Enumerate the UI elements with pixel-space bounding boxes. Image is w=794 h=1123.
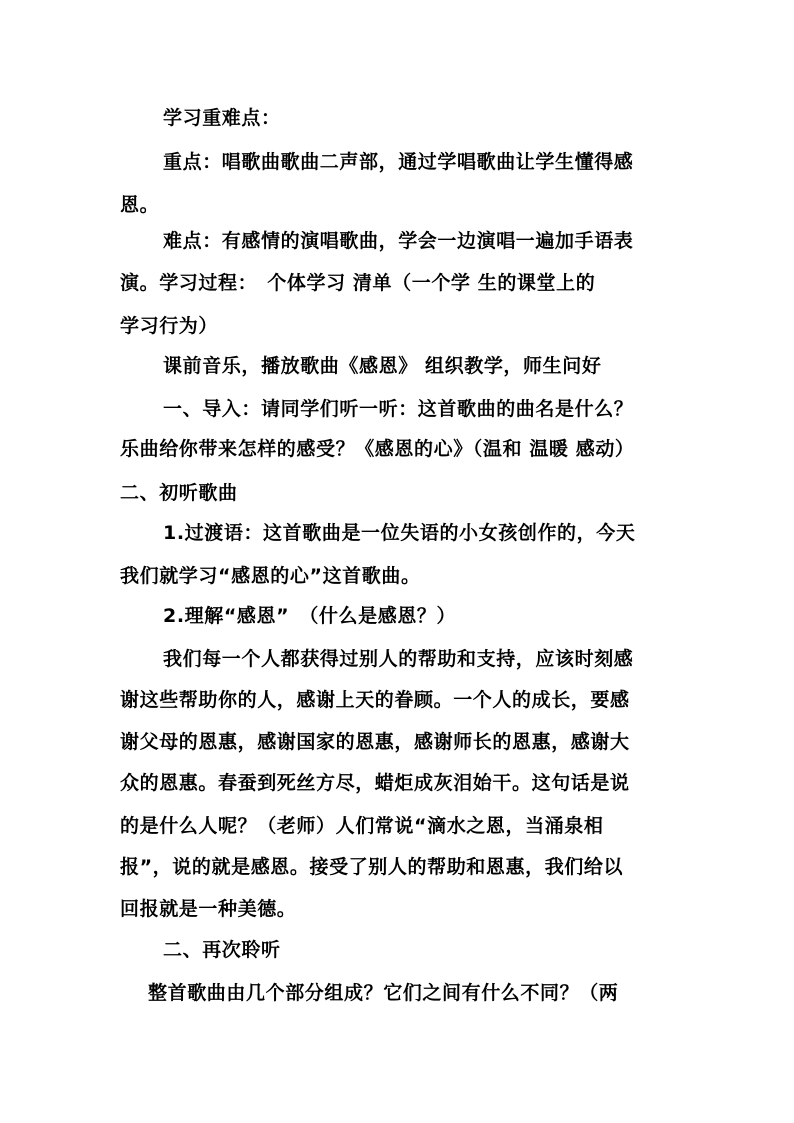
text-line-section-heading: 二、再次聆听 (163, 939, 281, 961)
text-line: 整首歌曲由几个部分组成？它们之间有什么不同？（两 (148, 982, 619, 1004)
text-line: 学习行为） (120, 315, 219, 337)
text-line: 我们就学习“感恩的心”这首歌曲。 (120, 565, 421, 587)
text-line: 课前音乐，播放歌曲《感恩》 组织教学，师生问好 (163, 355, 602, 377)
text-line-key-point: 重点：唱歌曲歌曲二声部，通过学唱歌曲让学生懂得感 (163, 151, 634, 173)
text-line-section-heading: 二、初听歌曲 (120, 482, 238, 504)
text-line: 的是什么人呢？（老师）人们常说“滴水之恩，当涌泉相 (120, 815, 604, 837)
text-line-intro-heading: 一、导入：请同学们听一听：这首歌曲的曲名是什么？ (163, 398, 634, 420)
text-line: 1.过渡语：这首歌曲是一位失语的小女孩创作的，今天 (163, 522, 636, 544)
text-line: 众的恩惠。春蚕到死丝方尽，蜡炬成灰泪始干。这句话是说 (120, 772, 630, 794)
text-line: 回报就是一种美德。 (120, 898, 297, 920)
text-line-section-heading: 学习重难点： (163, 107, 281, 129)
text-line: 演。学习过程： 个体学习 清单（一个学 生的课堂上的 (120, 272, 596, 294)
text-line-difficult-point: 难点：有感情的演唱歌曲，学会一边演唱一遍加手语表 (163, 230, 634, 252)
text-line: 乐曲给你带来怎样的感受？《感恩的心》（温和 温暖 感动） (120, 438, 635, 460)
text-line: 我们每一个人都获得过别人的帮助和支持，应该时刻感 (163, 648, 634, 670)
text-line: 报”，说的就是感恩。接受了别人的帮助和恩惠，我们给以 (120, 856, 624, 878)
text-line: 恩。 (120, 194, 160, 216)
text-line: 2.理解“感恩” （什么是感恩？） (163, 605, 457, 627)
text-line: 谢父母的恩惠，感谢国家的恩惠，感谢师长的恩惠，感谢大 (120, 731, 630, 753)
text-line: 谢这些帮助你的人，感谢上天的眷顾。一个人的成长，要感 (120, 689, 630, 711)
